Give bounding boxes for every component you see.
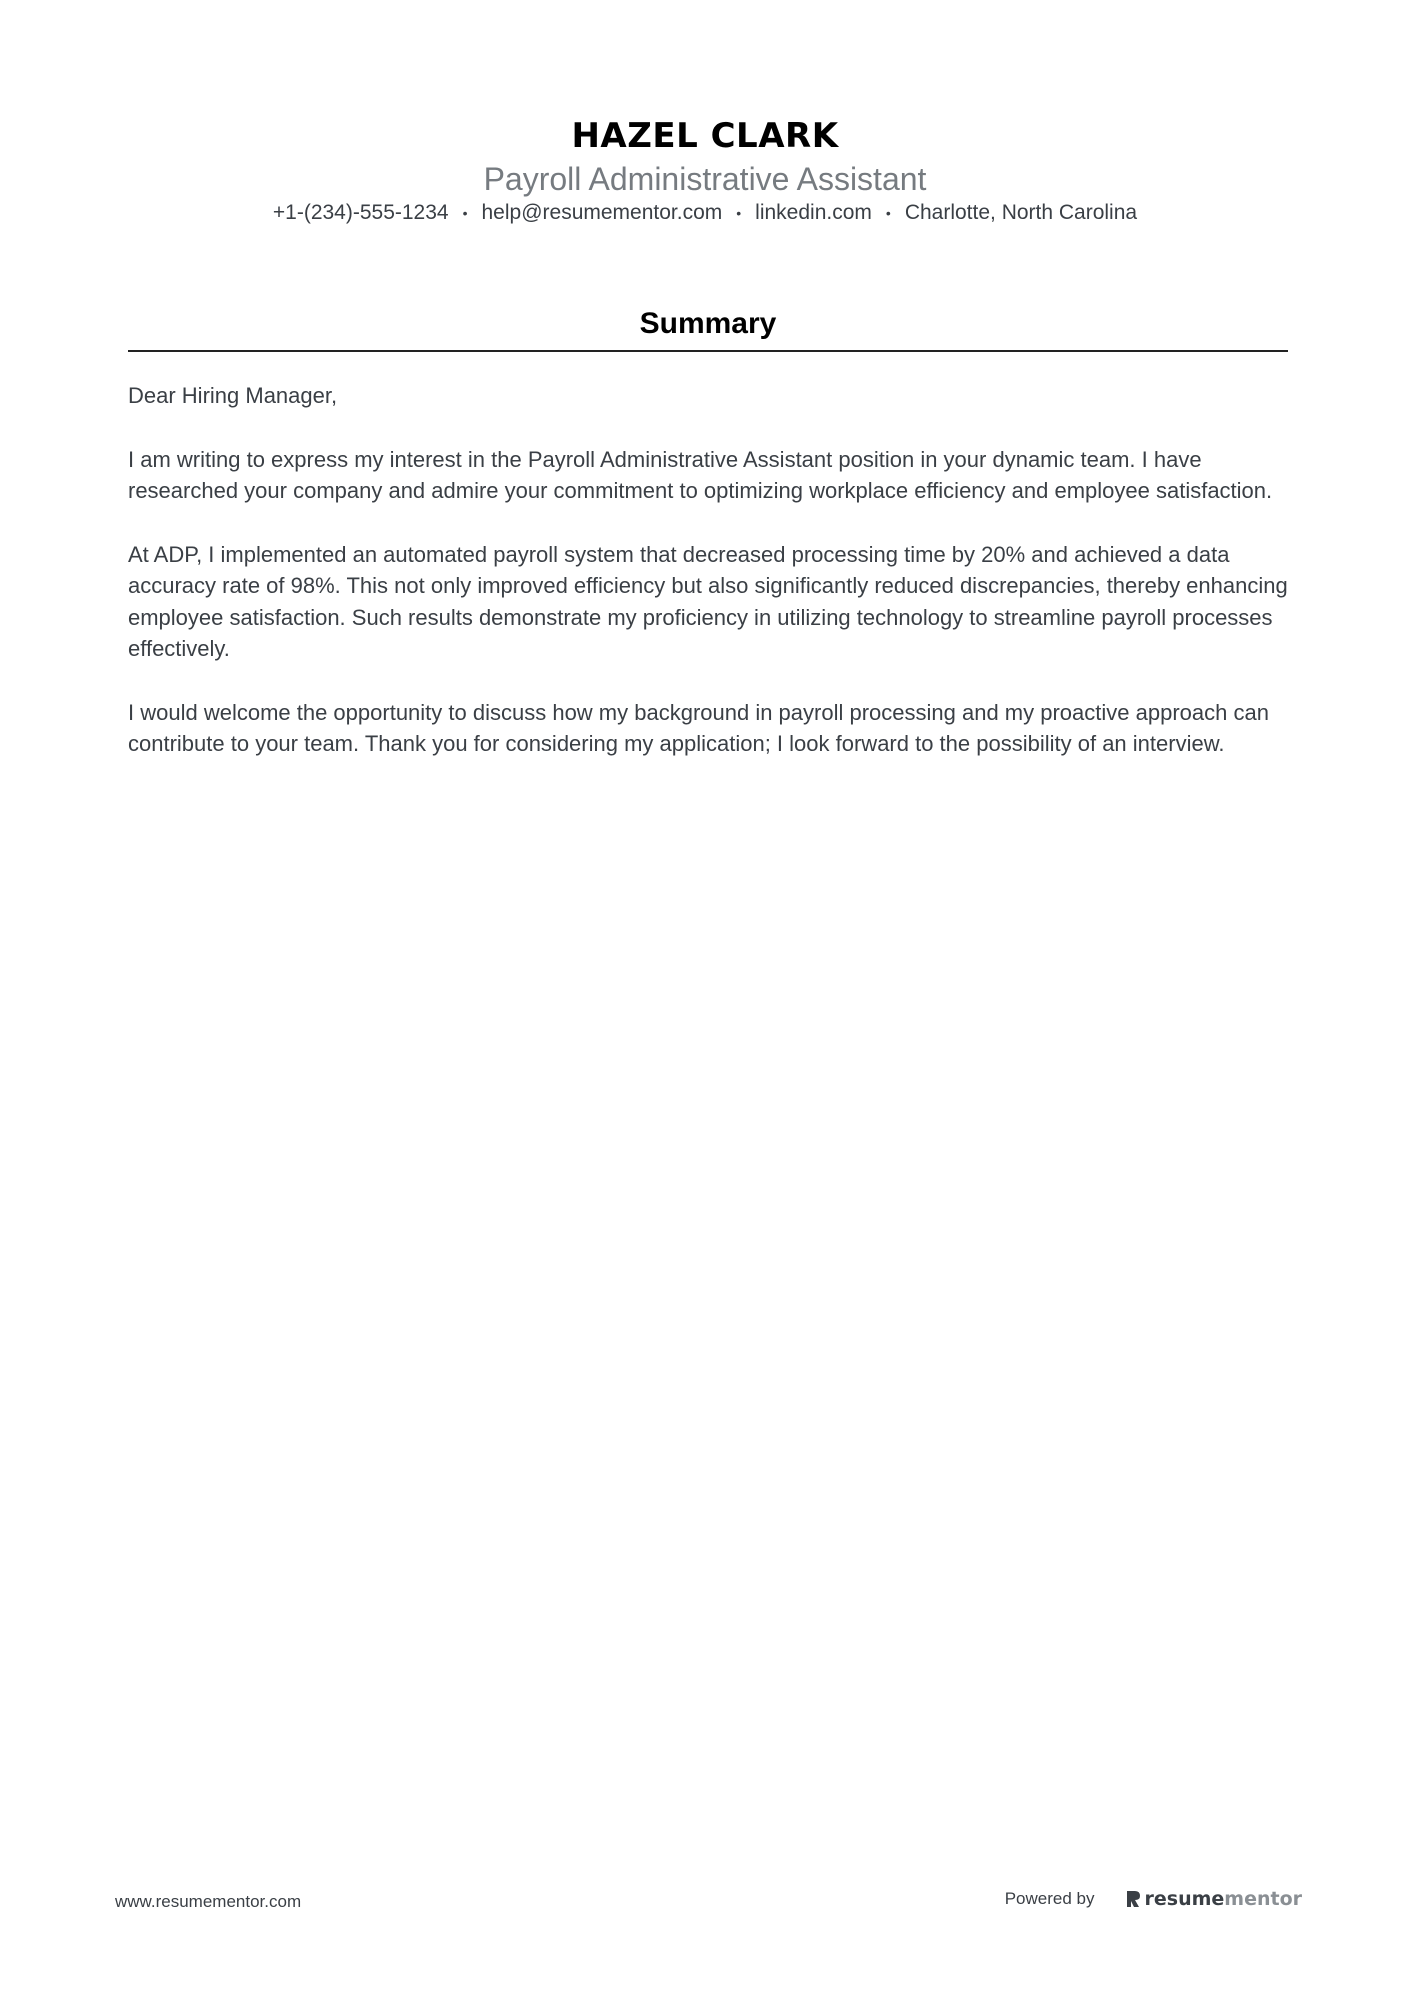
letter-salutation: Dear Hiring Manager, bbox=[128, 383, 338, 408]
contact-phone: +1-(234)-555-1234 bbox=[272, 201, 449, 224]
resumementor-logo[interactable] bbox=[1125, 1888, 1303, 1910]
contact-info bbox=[0, 198, 1410, 228]
contact-separator: • bbox=[885, 205, 891, 221]
letter-paragraph: I am writing to express my interest in the Payroll Administrative Assistant position in your dynamic team. I have researched your company and admire your commitment to optimizing workplace efficiency and employee satisfaction. bbox=[128, 446, 1273, 503]
contact-email: help@resumementor.com bbox=[481, 201, 723, 224]
resume-header bbox=[0, 112, 1410, 228]
logo-wordmark-bold: resume bbox=[1144, 1888, 1225, 1910]
contact-separator: • bbox=[462, 205, 468, 221]
section-divider bbox=[128, 350, 1288, 352]
letter-paragraph: At ADP, I implemented an automated payroll system that decreased processing time by 20% and achieved a data accuracy rate of 98%. This not only improved efficiency but also significantly reduced discrepancies, thereby enhancing employee satisfaction. Such results demonstrate my proficiency in utilizing technology to streamline payroll processes effectively. bbox=[128, 541, 1288, 661]
contact-linkedin: linkedin.com bbox=[755, 201, 872, 224]
logo-wordmark bbox=[1145, 1888, 1303, 1910]
candidate-name: HAZEL CLARK bbox=[571, 116, 839, 156]
cover-letter-body bbox=[128, 380, 1288, 792]
footer-branding bbox=[1005, 1888, 1302, 1910]
footer-website[interactable]: www.resumementor.com bbox=[115, 1892, 302, 1911]
resumementor-logo-icon bbox=[1125, 1889, 1141, 1909]
job-title: Payroll Administrative Assistant bbox=[483, 161, 927, 197]
letter-paragraph: I would welcome the opportunity to discuss how my background in payroll processing and my proactive approach can contribute to your team. Thank you for considering my application; I look forward to the possibility of an interview. bbox=[128, 699, 1269, 756]
powered-by-label: Powered by bbox=[1004, 1889, 1095, 1908]
section-heading-summary: Summary bbox=[639, 307, 777, 340]
contact-separator: • bbox=[736, 205, 742, 221]
contact-location: Charlotte, North Carolina bbox=[904, 201, 1138, 224]
logo-wordmark-light: mentor bbox=[1224, 1888, 1302, 1910]
